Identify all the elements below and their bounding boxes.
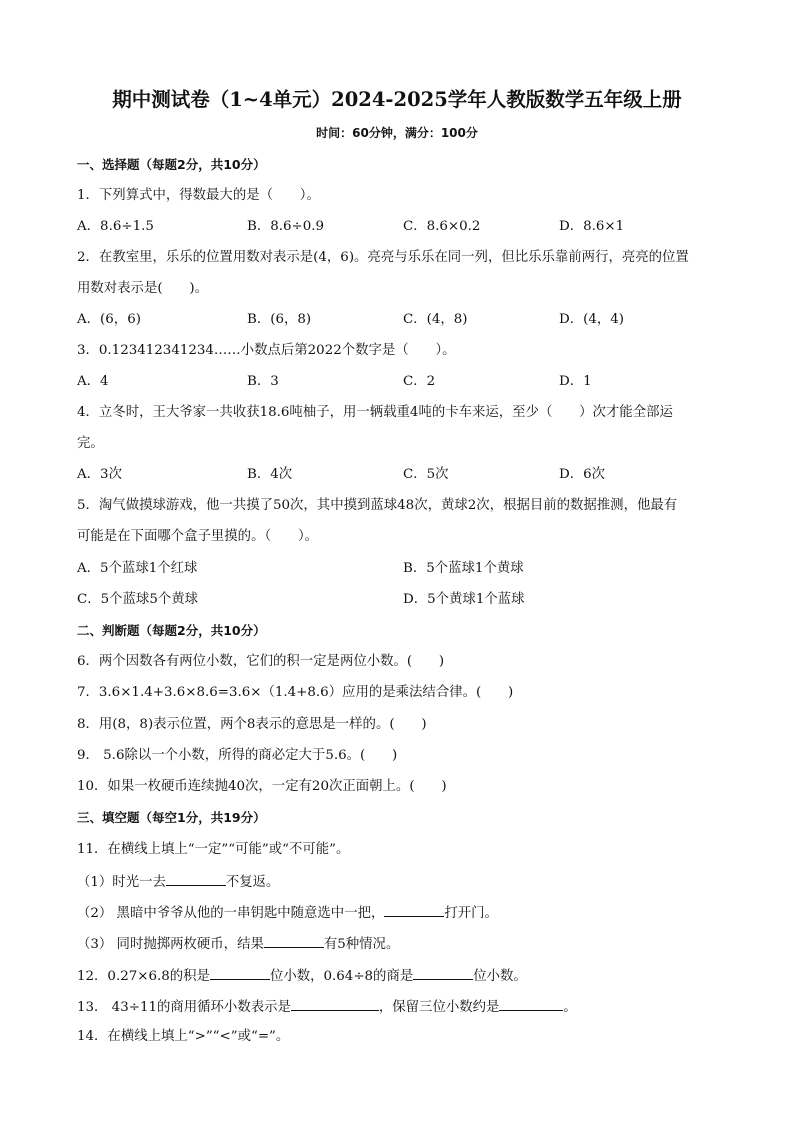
question-13-text-c: 。 (563, 1000, 577, 1015)
question-13-text-a: 13． 43÷11的商用循环小数表示是 (77, 1000, 291, 1015)
question-5-option-a: A．5个蓝球1个红球 (77, 561, 198, 576)
question-7: 7．3.6×1.4+3.6×8.6=3.6×（1.4+8.6）应用的是乘法结合律。( ) (77, 685, 514, 700)
question-5-option-d: D．5个黄球1个蓝球 (403, 592, 525, 607)
question-2-option-b: B．(6，8) (247, 312, 312, 327)
question-11-part-1-text-a: （1）时光一去 (77, 875, 166, 890)
question-11-part-3 (77, 934, 399, 954)
question-11-part-2 (77, 903, 498, 923)
question-2-stem-line1: 2．在教室里，乐乐的位置用数对表示是(4，6)。亮亮与乐乐在同一列，但比乐乐靠前两行，亮亮的位置 (77, 250, 689, 265)
question-11-part-2-text-a: （2） 黑暗中爷爷从他的一串钥匙中随意选中一把， (77, 906, 385, 921)
answer-blank[interactable] (291, 997, 379, 1011)
question-1-option-a: A．8.6÷1.5 (77, 219, 154, 234)
question-3-option-d: D．1 (559, 374, 592, 389)
question-1-option-b: B．8.6÷0.9 (247, 219, 325, 234)
question-12-text-c: 位小数。 (473, 969, 527, 984)
answer-blank[interactable] (264, 934, 324, 948)
question-13 (77, 997, 577, 1017)
question-4-option-d: D．6次 (559, 467, 606, 482)
question-11: 11．在横线上填上“一定”“可能”或“不可能”。 (77, 842, 350, 857)
question-12-text-a: 12．0.27×6.8的积是 (77, 969, 210, 984)
question-4-stem-line1: 4．立冬时，王大爷家一共收获18.6吨柚子，用一辆载重4吨的卡车来运，至少（ ）次才能全部运 (77, 405, 673, 420)
question-3-option-a: A．4 (77, 374, 109, 389)
page-title: 期中测试卷（1~4单元）2024-2025学年人教版数学五年级上册 (112, 88, 682, 111)
question-13-text-b: ，保留三位小数约是 (378, 1000, 500, 1015)
question-11-part-1-text-b: 不复返。 (225, 875, 280, 890)
question-8: 8．用(8，8)表示位置，两个8表示的意思是一样的。( ) (77, 717, 427, 732)
question-2-option-c: C．(4，8) (403, 312, 468, 327)
section-heading-fill: 三、填空题（每空1分，共19分） (77, 810, 266, 825)
question-14: 14．在横线上填上“>”“<”或“=”。 (77, 1029, 290, 1044)
answer-blank[interactable] (499, 997, 563, 1011)
question-5-option-c: C．5个蓝球5个黄球 (77, 592, 199, 607)
question-1-stem: 1．下列算式中，得数最大的是（ ）。 (77, 188, 320, 203)
question-1-option-c: C．8.6×0.2 (403, 219, 481, 234)
question-3-option-c: C．2 (403, 374, 436, 389)
question-1-option-d: D．8.6×1 (559, 219, 625, 234)
section-heading-judge: 二、判断题（每题2分，共10分） (77, 623, 266, 638)
section-heading-choice: 一、选择题（每题2分，共10分） (77, 157, 266, 172)
question-4-option-c: C．5次 (403, 467, 449, 482)
question-12 (77, 966, 527, 986)
question-2-option-d: D．(4，4) (559, 312, 625, 327)
question-2-option-a: A．(6，6) (77, 312, 141, 327)
question-5-stem-line1: 5．淘气做摸球游戏，他一共摸了50次，其中摸到蓝球48次，黄球2次，根据目前的数据推测，他最有 (77, 498, 678, 513)
question-5-option-b: B．5个蓝球1个黄球 (403, 561, 524, 576)
question-3-option-b: B．3 (247, 374, 279, 389)
question-6: 6．两个因数各有两位小数，它们的积一定是两位小数。( ) (77, 654, 445, 669)
question-11-part-1 (77, 872, 279, 892)
question-11-part-3-text-a: （3） 同时抛掷两枚硬币，结果 (77, 937, 264, 952)
answer-blank[interactable] (413, 966, 473, 980)
question-5-stem-line2: 可能是在下面哪个盒子里摸的。（ ）。 (77, 529, 319, 544)
answer-blank[interactable] (210, 966, 270, 980)
question-11-part-2-text-b: 打开门。 (444, 906, 498, 921)
question-3-stem: 3．0.123412341234……小数点后第2022个数字是（ ）。 (77, 343, 456, 358)
exam-time-score: 时间：60分钟，满分：100分 (316, 126, 478, 140)
question-4-option-b: B．4次 (247, 467, 293, 482)
question-9: 9． 5.6除以一个小数，所得的商必定大于5.6。( ) (77, 748, 398, 763)
question-2-stem-line2: 用数对表示是( )。 (77, 281, 208, 296)
question-4-option-a: A．3次 (77, 467, 122, 482)
question-4-stem-line2: 完。 (77, 436, 104, 451)
question-11-part-3-text-b: 有5种情况。 (323, 937, 400, 952)
question-12-text-b: 位小数，0.64÷8的商是 (269, 969, 414, 984)
question-10: 10．如果一枚硬币连续抛40次，一定有20次正面朝上。( ) (77, 779, 447, 794)
answer-blank[interactable] (384, 903, 444, 917)
answer-blank[interactable] (166, 872, 226, 886)
